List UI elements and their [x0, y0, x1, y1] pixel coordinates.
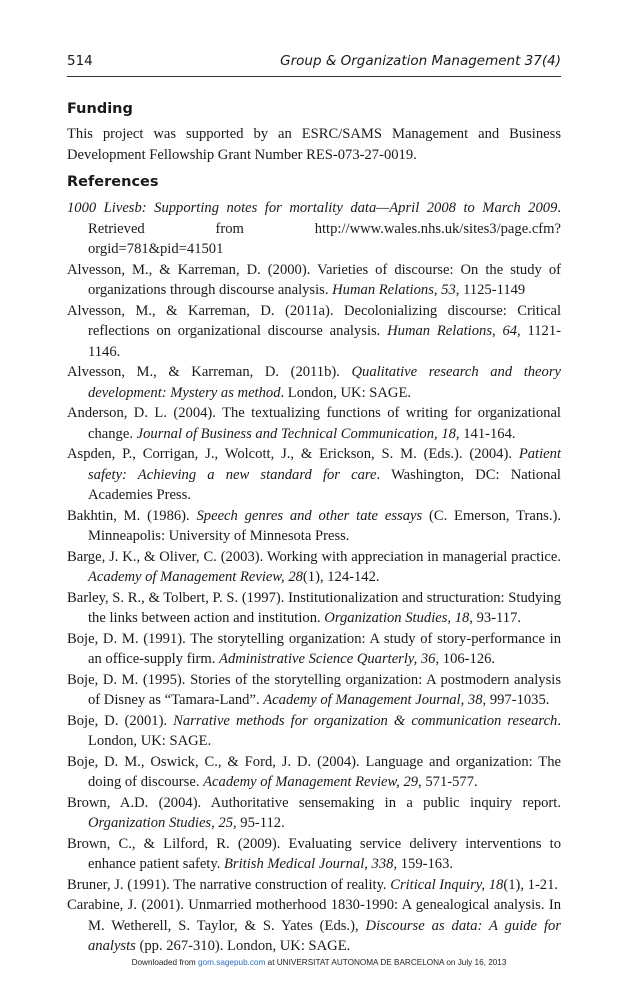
reference-entry	[67, 670, 561, 711]
reference-source: 1000 Livesb: Supporting notes for mortality data—April 2008 to March 2009	[67, 200, 558, 216]
reference-entry	[67, 752, 561, 793]
funding-text: This project was supported by an ESRC/SAMS Management and Business Development Fellowship Grant Number RES-073-27-0019.	[67, 126, 561, 163]
reference-text: Carabine, J. (2001). Unmarried motherhood 1830-1990: A genealogical analysis. In M. Wetherell, S. Taylor, & S. Yates (Eds.),	[67, 897, 561, 934]
reference-text: , 1125-1149	[455, 282, 526, 298]
reference-entry	[67, 629, 561, 670]
reference-entry	[67, 547, 561, 588]
reference-text: . Retrieved from http://www.wales.nhs.uk/sites3/page.cfm?orgid=781&pid=41501	[88, 200, 561, 257]
reference-text: Alvesson, M., & Karreman, D. (2000). Varieties of discourse: On the study of organizations through discourse analysis.	[67, 261, 561, 298]
reference-text: , 997-1035.	[482, 692, 550, 708]
reference-source: Discourse as data: A guide for analysts	[88, 917, 561, 954]
reference-entry	[67, 506, 561, 547]
footer-link[interactable]: gom.sagepub.com	[198, 958, 266, 967]
reference-entry	[67, 260, 561, 301]
reference-text: Brown, C., & Lilford, R. (2009). Evaluating service delivery interventions to enhance patient safety.	[67, 835, 561, 872]
reference-text: , 95-112.	[233, 815, 285, 831]
reference-source: Organization Studies, 18	[324, 610, 470, 626]
footer-prefix: Downloaded from	[131, 958, 199, 967]
references-heading: References	[67, 174, 159, 190]
reference-source: Human Relations, 53	[332, 282, 456, 298]
reference-entry	[67, 793, 561, 834]
reference-source: Speech genres and other tate essays	[196, 507, 423, 524]
reference-text: Boje, D. (2001).	[67, 712, 174, 729]
reference-entry	[67, 444, 561, 506]
reference-source: Administrative Science Quarterly, 36	[219, 651, 436, 667]
running-header	[67, 53, 561, 73]
reference-text: Brown, A.D. (2004). Authoritative sensemaking in a public inquiry report.	[67, 794, 561, 811]
reference-text: Barge, J. K., & Oliver, C. (2003). Working with appreciation in managerial practice.	[67, 548, 561, 565]
reference-text: (C. Emerson, Trans.). Minneapolis: University of Minnesota Press.	[88, 507, 561, 544]
reference-text: Boje, D. M., Oswick, C., & Ford, J. D. (2004). Language and organization: The doing of discourse.	[67, 753, 561, 790]
reference-source: Narrative methods for organization & communication research	[173, 712, 558, 729]
reference-text: (1), 124-142.	[302, 569, 380, 585]
header-rule	[67, 76, 561, 77]
reference-text: Bruner, J. (1991). The narrative construction of reality.	[67, 876, 391, 893]
reference-text: , 141-164.	[455, 425, 516, 442]
reference-entry	[67, 711, 561, 752]
reference-source: Critical Inquiry, 18	[390, 876, 504, 893]
journal-title: Group & Organization Management 37(4)	[280, 53, 561, 69]
reference-entry	[67, 403, 561, 444]
reference-source: Human Relations, 64	[387, 323, 518, 339]
funding-heading: Funding	[67, 101, 133, 117]
reference-source: Patient safety: Achieving a new standard for care	[88, 446, 561, 483]
reference-entry	[67, 834, 561, 875]
reference-source: Journal of Business and Technical Communication, 18	[136, 425, 456, 442]
reference-source: Academy of Management Review, 28	[88, 569, 303, 585]
reference-text: Boje, D. M. (1991). The storytelling organization: A study of story-performance in an office-supply firm.	[67, 630, 561, 667]
reference-text: . London, UK: SAGE.	[280, 384, 412, 401]
reference-text: (pp. 267-310). London, UK: SAGE.	[135, 938, 351, 954]
reference-text: (1), 1-21.	[503, 876, 559, 893]
footer-suffix: at UNIVERSITAT AUTONOMA DE BARCELONA on July 16, 2013	[265, 958, 507, 967]
reference-text: Alvesson, M., & Karreman, D. (2011b).	[67, 364, 352, 380]
reference-source: Organization Studies, 25	[88, 815, 233, 831]
reference-source: Academy of Management Review, 29	[203, 774, 419, 790]
reference-text: Boje, D. M. (1995). Stories of the storytelling organization: A postmodern analysis of Disney as “Tamara-Land”.	[67, 671, 561, 708]
reference-entry	[67, 362, 561, 403]
page-number: 514	[67, 53, 93, 69]
reference-entry	[67, 895, 561, 957]
reference-text: Bakhtin, M. (1986).	[67, 507, 197, 524]
reference-text: Alvesson, M., & Karreman, D. (2011a). Decolonializing discourse: Critical reflections on organizational discourse analysis.	[67, 302, 561, 339]
download-footer	[0, 958, 638, 967]
reference-list	[67, 198, 561, 957]
reference-entry	[67, 588, 561, 629]
reference-text: . Washington, DC: National Academies Press.	[88, 466, 561, 503]
reference-text: , 571-577.	[418, 774, 478, 790]
reference-text: Anderson, D. L. (2004). The textualizing functions of writing for organizational change.	[67, 405, 561, 442]
reference-source: Academy of Management Journal, 38	[263, 692, 483, 708]
reference-text: , 1121-1146.	[88, 323, 561, 360]
reference-text: Barley, S. R., & Tolbert, P. S. (1997). Institutionalization and structuration: Studying the links between action and institution.	[67, 589, 561, 626]
reference-text: , 159-163.	[393, 856, 454, 872]
reference-source: Qualitative research and theory development: Mystery as method	[88, 364, 561, 401]
reference-source: British Medical Journal, 338	[224, 856, 394, 872]
reference-entry	[67, 875, 561, 896]
reference-entry	[67, 198, 561, 260]
reference-text: , 93-117.	[469, 610, 522, 626]
reference-entry	[67, 301, 561, 363]
reference-text: . London, UK: SAGE.	[88, 712, 561, 749]
reference-text: , 106-126.	[435, 651, 496, 667]
reference-text: Aspden, P., Corrigan, J., Wolcott, J., & Erickson, S. M. (Eds.). (2004).	[67, 446, 519, 462]
